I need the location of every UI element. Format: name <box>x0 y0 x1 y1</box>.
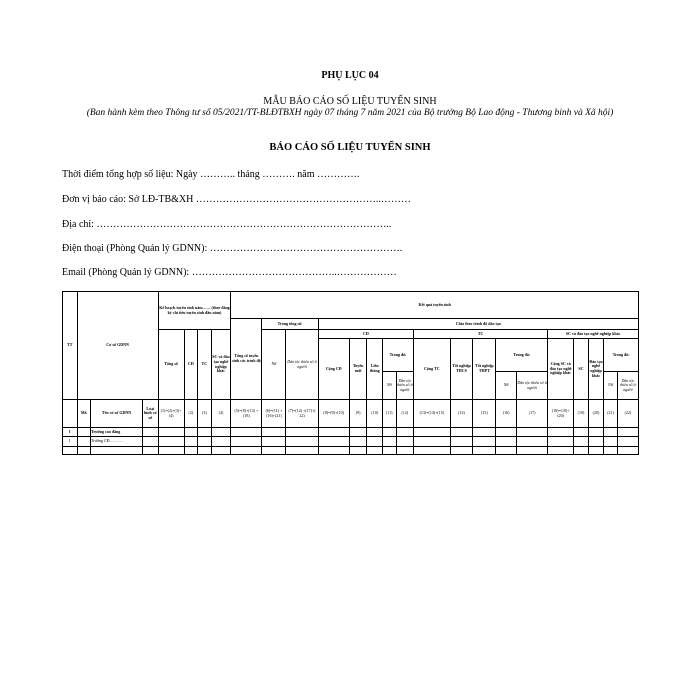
code-cell: (4) <box>211 400 231 428</box>
level-tc: TC <box>414 330 548 339</box>
col-header-plan: Kế hoạch tuyển sinh năm…… (theo đăng ký chỉ tiêu tuyển sinh đầu năm) <box>158 292 231 330</box>
code-cell: (14) <box>450 400 473 428</box>
col-header-of-which: Trong tổng số: <box>262 319 318 330</box>
col-header-tt: TT <box>63 292 78 400</box>
col-header-results: Kết quả tuyển sinh <box>231 292 639 319</box>
code-cell: (20) <box>588 400 604 428</box>
cd-ethnic: Dân tộc thiểu số ít người <box>396 372 414 400</box>
code-cell: (2) <box>184 400 198 428</box>
col-header-co-so: Cơ sở GDNN <box>77 292 158 400</box>
sc-other: Đào tạo nghề nghiệp khác <box>588 339 604 400</box>
col-header-by-level: Chia theo trình độ đào tạo <box>318 319 638 330</box>
sc-sum: Cộng SC và đào tạo nghề nghiệp khác <box>548 339 574 400</box>
code-cell: (22) <box>617 400 638 428</box>
sc-ethnic: Dân tộc thiểu số ít người <box>617 372 638 400</box>
code-cell: (9) <box>349 400 367 428</box>
reporting-unit-line: Đơn vị báo cáo: Sở LĐ-TB&XH ………………………………………………..……… <box>62 194 411 205</box>
tc-sum: Cộng TC <box>414 339 450 400</box>
level-cd: CĐ <box>318 330 414 339</box>
code-cell: (8)=(9)+(10) <box>318 400 349 428</box>
row-tt: 1 <box>63 437 78 447</box>
tc-thpt: Tốt nghiệp THPT <box>473 339 496 400</box>
col-header-total-enrolled: Tổng số tuyển sinh các trình độ <box>231 319 262 400</box>
code-ma: Mã <box>77 400 91 428</box>
report-title: BÁO CÁO SỐ LIỆU TUYỂN SINH <box>269 142 431 153</box>
cd-new: Tuyển mới <box>349 339 367 400</box>
plan-cd: CĐ <box>184 330 198 400</box>
code-cell: (21) <box>604 400 618 428</box>
address-line: Địa chỉ: …………………………………………………………………………….. <box>62 219 392 230</box>
level-sc: SC và đào tạo nghề nghiệp khác <box>548 330 639 339</box>
blank-cell <box>63 400 78 428</box>
code-cell: (12) <box>396 400 414 428</box>
cd-sum: Cộng CĐ <box>318 339 349 400</box>
tc-female: Nữ <box>496 372 517 400</box>
code-cell: (3) <box>198 400 212 428</box>
plan-tc: TC <box>198 330 212 400</box>
tc-of-which: Trong đó: <box>496 339 548 372</box>
appendix-label: PHỤ LỤC 04 <box>321 70 379 81</box>
form-subtitle: (Ban hành kèm theo Thông tư số 05/2021/TT-BLĐTBXH ngày 07 tháng 7 năm 2021 của Bộ trưởng Bộ Lao động - Thương binh và Xã hội) <box>86 108 614 118</box>
row-label: Trường cao đẳng <box>91 428 143 437</box>
code-cell: (15) <box>473 400 496 428</box>
code-cell: (7)=(12) +(17)+( 22) <box>286 400 318 428</box>
code-cell: (10) <box>367 400 383 428</box>
cd-bridge: Liên thông <box>367 339 383 400</box>
cd-female: Nữ <box>383 372 397 400</box>
tc-ethnic: Dân tộc thiểu số ít người <box>517 372 548 400</box>
code-ten: Tên cơ sở GDNN <box>91 400 143 428</box>
email-line: Email (Phòng Quản lý GDNN): ……………………………………..……………… <box>62 267 397 278</box>
phone-line: Điện thoại (Phòng Quản lý GDNN): …………………………………………………. <box>62 243 403 254</box>
tc-thcs: Tốt nghiệp THCS <box>450 339 473 400</box>
code-cell: (18)=(19)+ (20) <box>548 400 574 428</box>
code-cell: (16) <box>496 400 517 428</box>
sc-female: Nữ <box>604 372 618 400</box>
code-loai: Loại hình cơ sở <box>143 400 159 428</box>
code-cell: (17) <box>517 400 548 428</box>
code-cell: (5)=(8)+(13) +(18) <box>231 400 262 428</box>
table-row <box>63 437 639 447</box>
of-which-ethnic: Dân tộc thiểu số ít người <box>286 330 318 400</box>
enrollment-table <box>62 291 639 455</box>
sc-sc: SC <box>574 339 589 400</box>
code-cell: (19) <box>574 400 589 428</box>
report-time-line: Thời điểm tổng hợp số liệu: Ngày ……….. tháng ………. năm …………. <box>62 169 360 180</box>
column-code-row <box>63 400 639 428</box>
cd-of-which: Trong đó: <box>383 339 414 372</box>
row-label: Trường CĐ………. <box>91 437 143 447</box>
code-cell: (6)=(11) +(16)+(21) <box>262 400 286 428</box>
code-cell: (1)=(2)+(3)+(4) <box>158 400 184 428</box>
plan-total: Tổng số <box>158 330 184 400</box>
sc-of-which: Trong đó: <box>604 339 639 372</box>
code-cell: (13)=(14)+(15) <box>414 400 450 428</box>
code-cell: (11) <box>383 400 397 428</box>
form-title: MẪU BÁO CÁO SỐ LIỆU TUYỂN SINH <box>263 96 437 107</box>
table-row <box>63 428 639 437</box>
plan-sc: SC và đào tạo nghề nghiệp khác <box>211 330 231 400</box>
of-which-female: Nữ <box>262 330 286 400</box>
row-tt: I <box>63 428 78 437</box>
table-row <box>63 447 639 455</box>
